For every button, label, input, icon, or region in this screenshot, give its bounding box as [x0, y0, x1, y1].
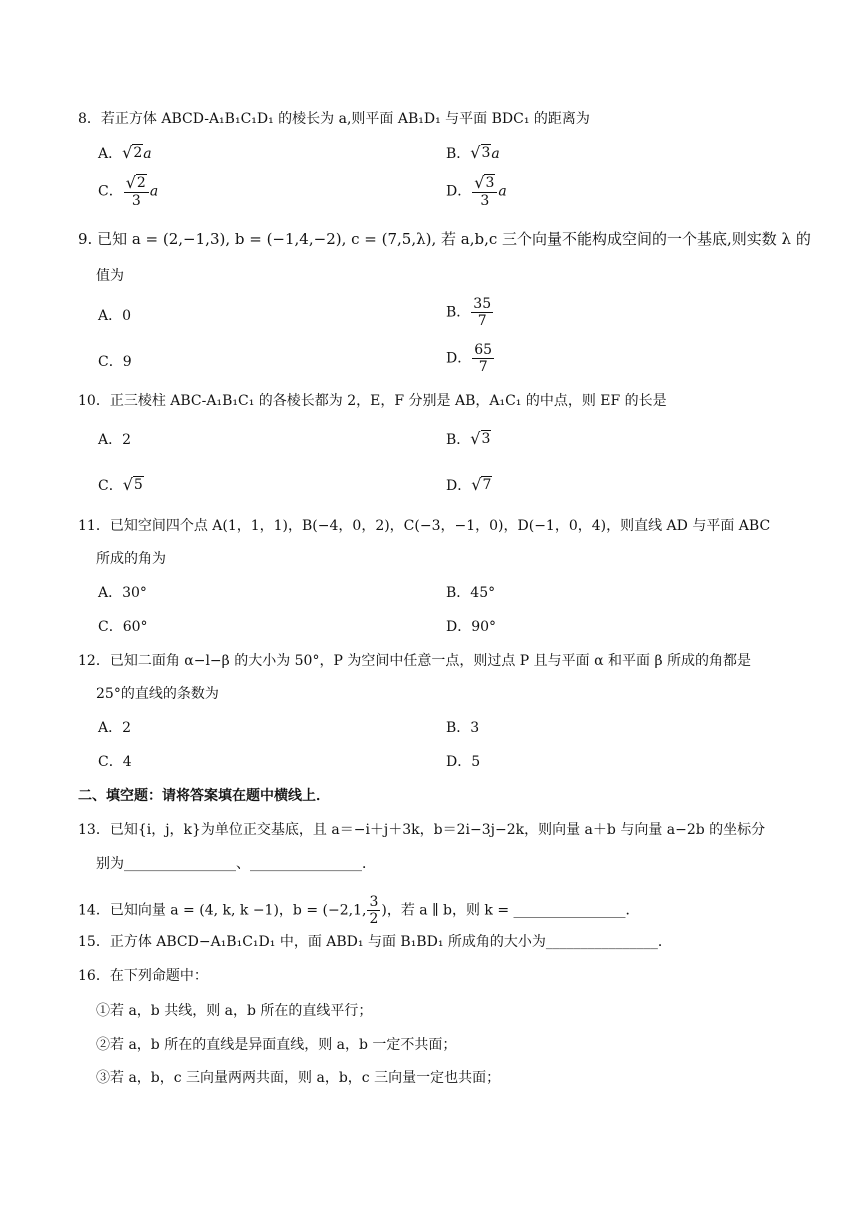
q12-option-b: B．3 — [446, 720, 480, 736]
q15-stem: 15．正方体 ABCD−A₁B₁C₁D₁ 中，面 ABD₁ 与面 B₁BD₁ 所成角的大小为________________． — [78, 934, 672, 950]
q16-statement-2: ②若 a，b 所在的直线是异面直线，则 a，b 一定不共面； — [96, 1037, 457, 1053]
q8-option-d: D． √ 3 3 a — [446, 173, 507, 209]
q10-option-a: A．2 — [98, 432, 132, 448]
q12-option-d: D．5 — [446, 754, 481, 770]
q10-option-c: C． √ 5 — [98, 475, 143, 494]
q9-stem-line2: 值为 — [96, 268, 124, 284]
fraction: $\frac{35}{7}$ — [473, 296, 492, 329]
q12-stem-line2: 25°的直线的条数为 — [96, 686, 219, 702]
q8-c-label: C． — [98, 183, 123, 200]
q8-option-c: C． √ 2 3 a — [98, 173, 159, 209]
sqrt-symbol: √ 5 — [122, 475, 143, 494]
q10-stem: 10．正三棱柱 ABC-A₁B₁C₁ 的各棱长都为 2，E，F 分别是 AB，A₁C₁ 的中点，则 EF 的长是 — [78, 393, 667, 409]
q12-option-c: C．4 — [98, 754, 132, 770]
q11-option-c: C．60° — [98, 619, 148, 635]
q12-option-a: A．2 — [98, 720, 132, 736]
q9-option-a: A．0 — [98, 308, 132, 324]
sqrt-symbol: √ 7 — [471, 475, 492, 494]
sqrt-symbol: √ 3 — [470, 429, 491, 448]
sqrt-symbol: √ 3 — [470, 143, 491, 162]
section-heading-fill-in: 二、填空题：请将答案填在题中横线上． — [78, 788, 330, 804]
q14-stem: 14．已知向量 a = (4, k, k −1)，b = (−2,1, $\frac{3}{2}$ )，若 a ∥ b，则 k = ________________． — [78, 894, 640, 927]
q8-d-label: D． — [446, 183, 472, 200]
fraction: $\frac{65}{7}$ — [474, 342, 493, 375]
q11-stem-line1: 11．已知空间四个点 A(1，1，1)，B(−4，0，2)，C(−3，−1，0)，D(−1，0，4)，则直线 AD 与平面 ABC — [78, 518, 771, 534]
q11-option-b: B．45° — [446, 585, 496, 601]
q11-option-a: A．30° — [98, 585, 147, 601]
q9-stem-line1: 9. 已知 a = (2,−1,3), b = (−1,4,−2), c = (7,5,λ), 若 a,b,c 三个向量不能构成空间的一个基底,则实数 λ 的 — [78, 230, 811, 248]
q8-option-a: A． √ 2 a — [98, 143, 152, 162]
q9-option-b: B． $\frac{35}{7}$ — [446, 296, 492, 329]
q11-option-d: D．90° — [446, 619, 497, 635]
q16-statement-1: ①若 a，b 共线，则 a，b 所在的直线平行； — [96, 1003, 373, 1019]
q8-option-b: B． √ 3 a — [446, 143, 500, 162]
sqrt-symbol: √ 2 — [122, 143, 143, 162]
fraction: √ 3 3 — [472, 174, 497, 209]
q8-stem: 8．若正方体 ABCD-A₁B₁C₁D₁ 的棱长为 a,则平面 AB₁D₁ 与平面 BDC₁ 的距离为 — [78, 111, 590, 127]
q10-option-d: D． √ 7 — [446, 475, 492, 494]
q16-stem: 16．在下列命题中： — [78, 968, 208, 984]
q9-option-c: C．9 — [98, 354, 132, 370]
fraction: √ 2 3 — [124, 174, 149, 209]
q12-stem-line1: 12．已知二面角 α−l−β 的大小为 50°，P 为空间中任意一点，则过点 P 且与平面 α 和平面 β 所成的角都是 — [78, 653, 752, 669]
q16-statement-3: ③若 a，b，c 三向量两两共面，则 a，b，c 三向量一定也共面； — [96, 1070, 501, 1086]
q9-option-d: D． $\frac{65}{7}$ — [446, 342, 493, 375]
q10-option-b: B． √ 3 — [446, 429, 491, 448]
q13-stem-line2: 别为________________、________________． — [96, 856, 376, 872]
q13-stem-line1: 13．已知{i，j，k}为单位正交基底，且 a＝−i＋j＋3k，b＝2i−3j−2k，则向量 a＋b 与向量 a−2b 的坐标分 — [78, 822, 766, 838]
q8-b-label: B． — [446, 146, 471, 162]
q8-a-label: A． — [98, 146, 123, 162]
q11-stem-line2: 所成的角为 — [96, 551, 166, 567]
fraction: $\frac{3}{2}$ — [369, 894, 379, 927]
